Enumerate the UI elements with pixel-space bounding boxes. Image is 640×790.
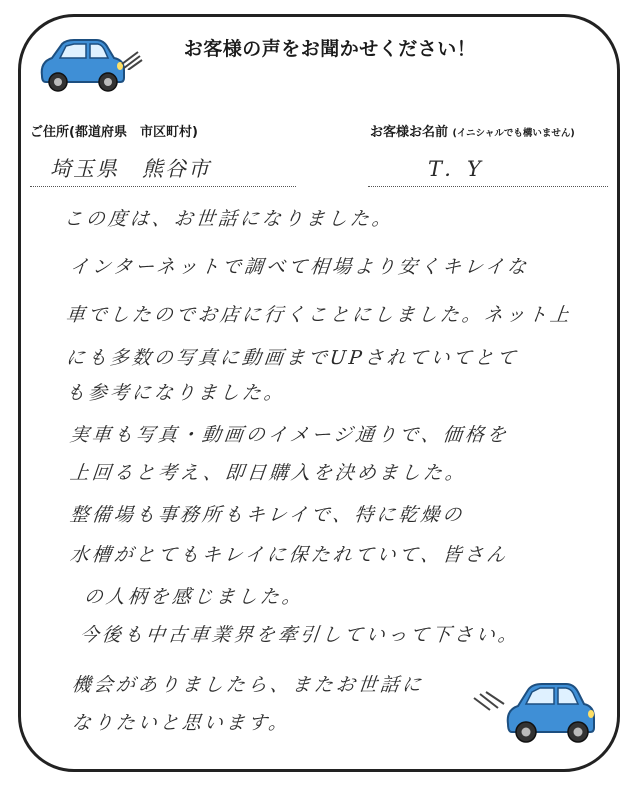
message-line: 今後も中古車業界を牽引していって下さい。 bbox=[78, 624, 522, 646]
name-label-text: お客様お名前 bbox=[370, 125, 449, 140]
message-line: 水槽がとてもキレイに保たれていて、皆さん bbox=[68, 544, 510, 566]
address-value: 埼玉県 熊谷市 bbox=[50, 157, 211, 181]
message-line: 車でしたのでお店に行くことにしました。ネット上 bbox=[64, 304, 574, 326]
message-line: この度は、お世話になりました。 bbox=[62, 208, 396, 230]
address-underline bbox=[30, 186, 296, 187]
message-line: 整備場も事務所もキレイで、特に乾燥の bbox=[68, 504, 466, 526]
name-value: T．Y bbox=[428, 157, 483, 181]
message-line: 実車も写真・動画のイメージ通りで、価格を bbox=[68, 424, 511, 446]
name-label bbox=[370, 121, 575, 140]
message-line: にも多数の写真に動画までUPされていてとて bbox=[64, 347, 520, 369]
message-line: 機会がありましたら、またお世話に bbox=[70, 674, 426, 696]
message-line: も参考になりました。 bbox=[64, 382, 288, 404]
name-underline bbox=[368, 186, 608, 187]
form-title: お客様の声をお聞かせください！ bbox=[183, 38, 477, 60]
name-label-note: (イニシャルでも構いません) bbox=[452, 128, 575, 139]
address-label: ご住所(都道府県 市区町村) bbox=[30, 125, 198, 140]
message-line: 上回ると考え、即日購入を決めました。 bbox=[68, 462, 469, 484]
message-line: インターネットで調べて相場より安くキレイな bbox=[68, 256, 531, 278]
message-line: なりたいと思います。 bbox=[70, 712, 292, 734]
car-icon bbox=[34, 36, 130, 94]
car-icon bbox=[478, 676, 600, 746]
motion-lines-icon bbox=[118, 44, 144, 70]
message-line: の人柄を感じました。 bbox=[82, 586, 306, 608]
